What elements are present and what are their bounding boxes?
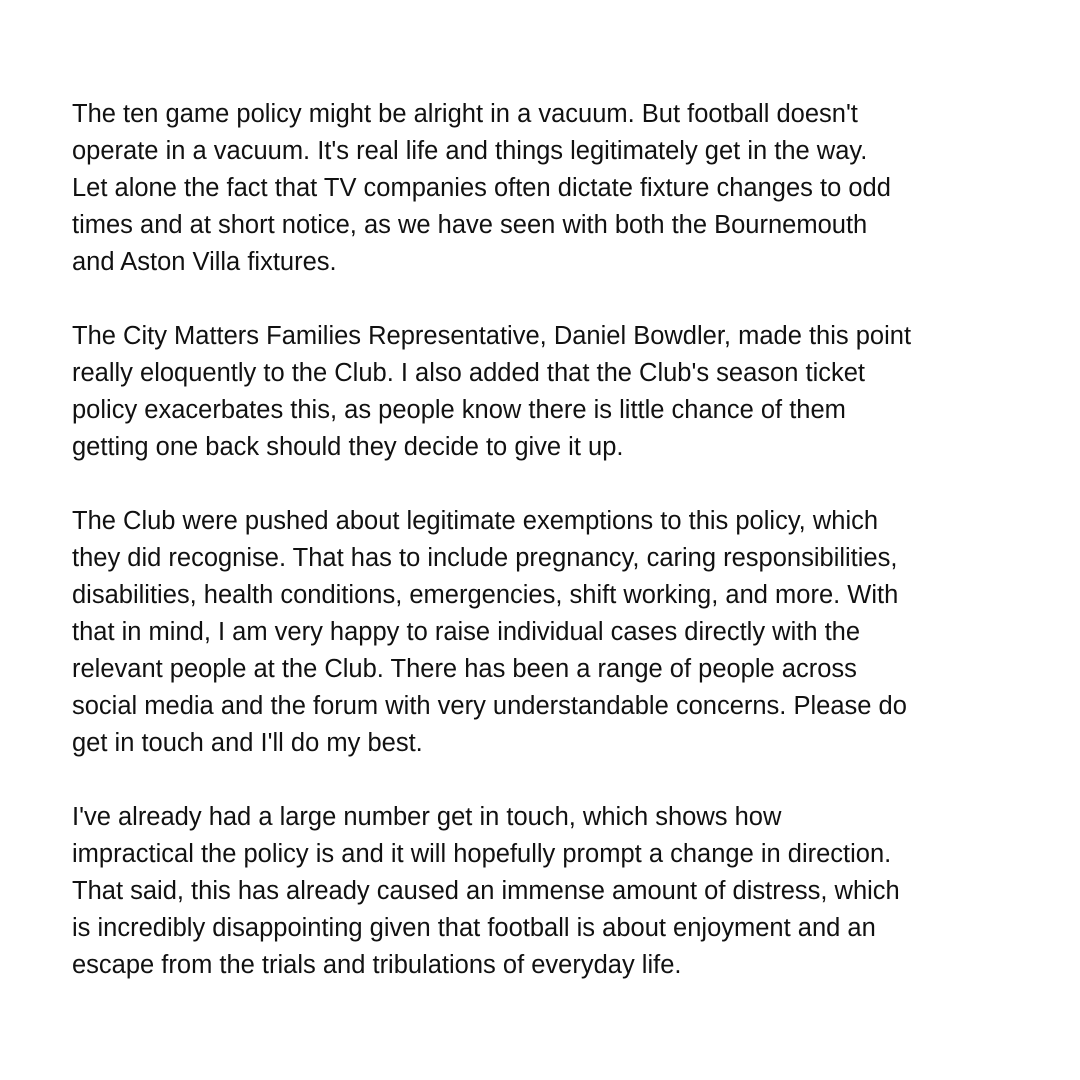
paragraph-families-representative: The City Matters Families Representative, Daniel Bowdler, made this point really eloquently to the Club. I also added that the Club's season ticket policy exacerbates this, as people know there is little chance of them getting one back should they decide to give it up.	[72, 322, 912, 461]
paragraph-ten-game-policy: The ten game policy might be alright in a vacuum. But football doesn't operate in a vacuum. It's real life and things legitimately get in the way. Let alone the fact that TV companies often dictate fixture changes to odd times and at short notice, as we have seen with both the Bournemouth and Aston Villa fixtures.	[72, 100, 891, 276]
paragraph-exemptions: The Club were pushed about legitimate exemptions to this policy, which they did recognise. That has to include pregnancy, caring responsibilities, disabilities, health conditions, emergencies, shift working, and more. With that in mind, I am very happy to raise individual cases directly with the relevant people at the Club. There has been a range of people across social media and the forum with very understandable concerns. Please do get in touch and I'll do my best.	[72, 507, 907, 757]
text-document	[72, 96, 1012, 984]
paragraph-distress: I've already had a large number get in touch, which shows how impractical the policy is and it will hopefully prompt a change in direction. That said, this has already caused an immense amount of distress, which is incredibly disappointing given that football is about enjoyment and an escape from the trials and tribulations of everyday life.	[72, 803, 900, 979]
